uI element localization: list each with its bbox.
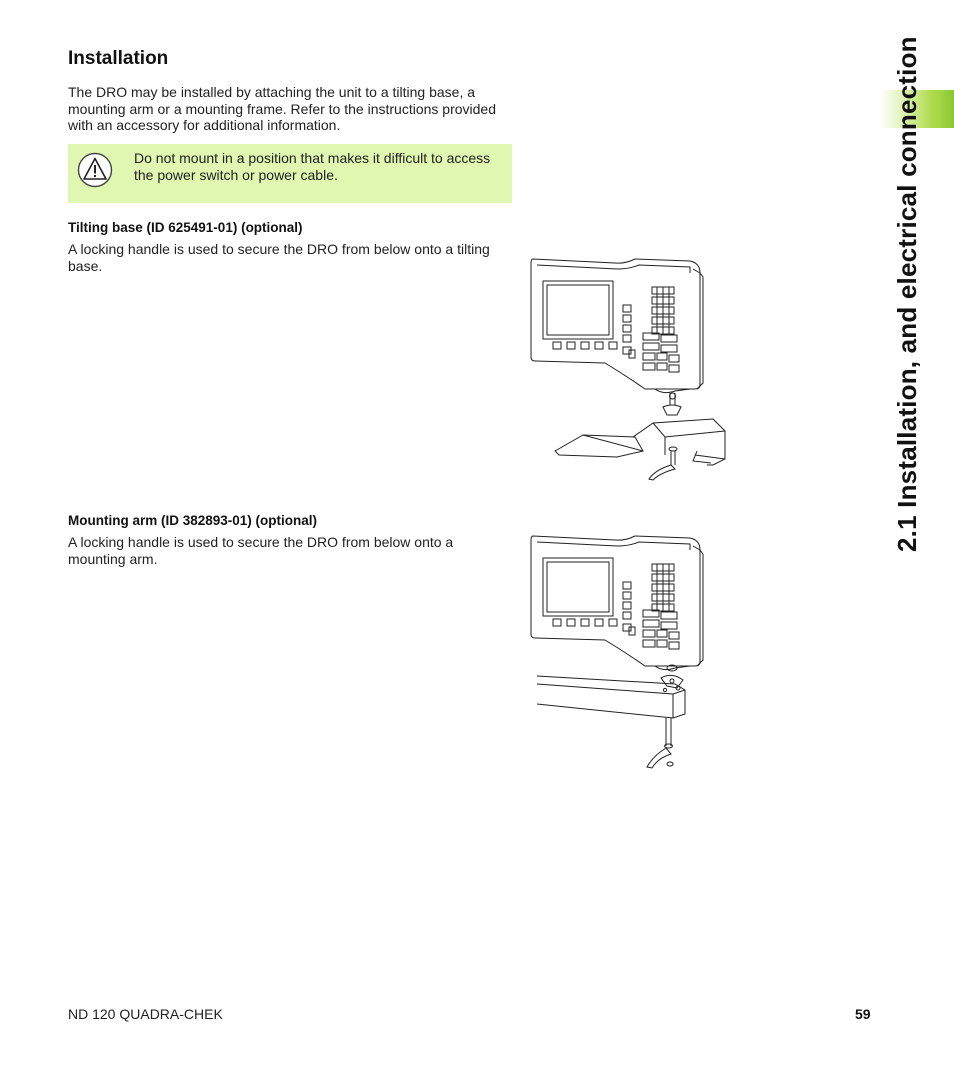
warning-triangle-icon — [77, 152, 113, 188]
footer-product: ND 120 QUADRA-CHEK — [68, 1006, 223, 1022]
intro-paragraph: The DRO may be installed by attaching the unit to a tilting base, a mounting arm or a mounting frame. Refer to the instructions provided with an accessory for additional information. — [68, 84, 496, 133]
chapter-title: 2.1 Installation, and electrical connection — [892, 36, 922, 552]
tilting-base-paragraph: A locking handle is used to secure the DRO from below onto a tilting base. — [68, 241, 490, 274]
mounting-arm-paragraph: A locking handle is used to secure the DRO from below onto a mounting arm. — [68, 534, 454, 567]
tilting-base-illustration — [525, 255, 735, 485]
page-number: 59 — [855, 1006, 871, 1022]
tilting-base-heading: Tilting base (ID 625491-01) (optional) — [68, 220, 303, 235]
mounting-arm-illustration — [525, 532, 725, 777]
section-heading: Installation — [68, 48, 169, 69]
mounting-arm-heading: Mounting arm (ID 382893-01) (optional) — [68, 513, 318, 528]
note-box — [68, 144, 512, 203]
note-text: Do not mount in a position that makes it difficult to access the power switch or power cable. — [134, 150, 491, 183]
